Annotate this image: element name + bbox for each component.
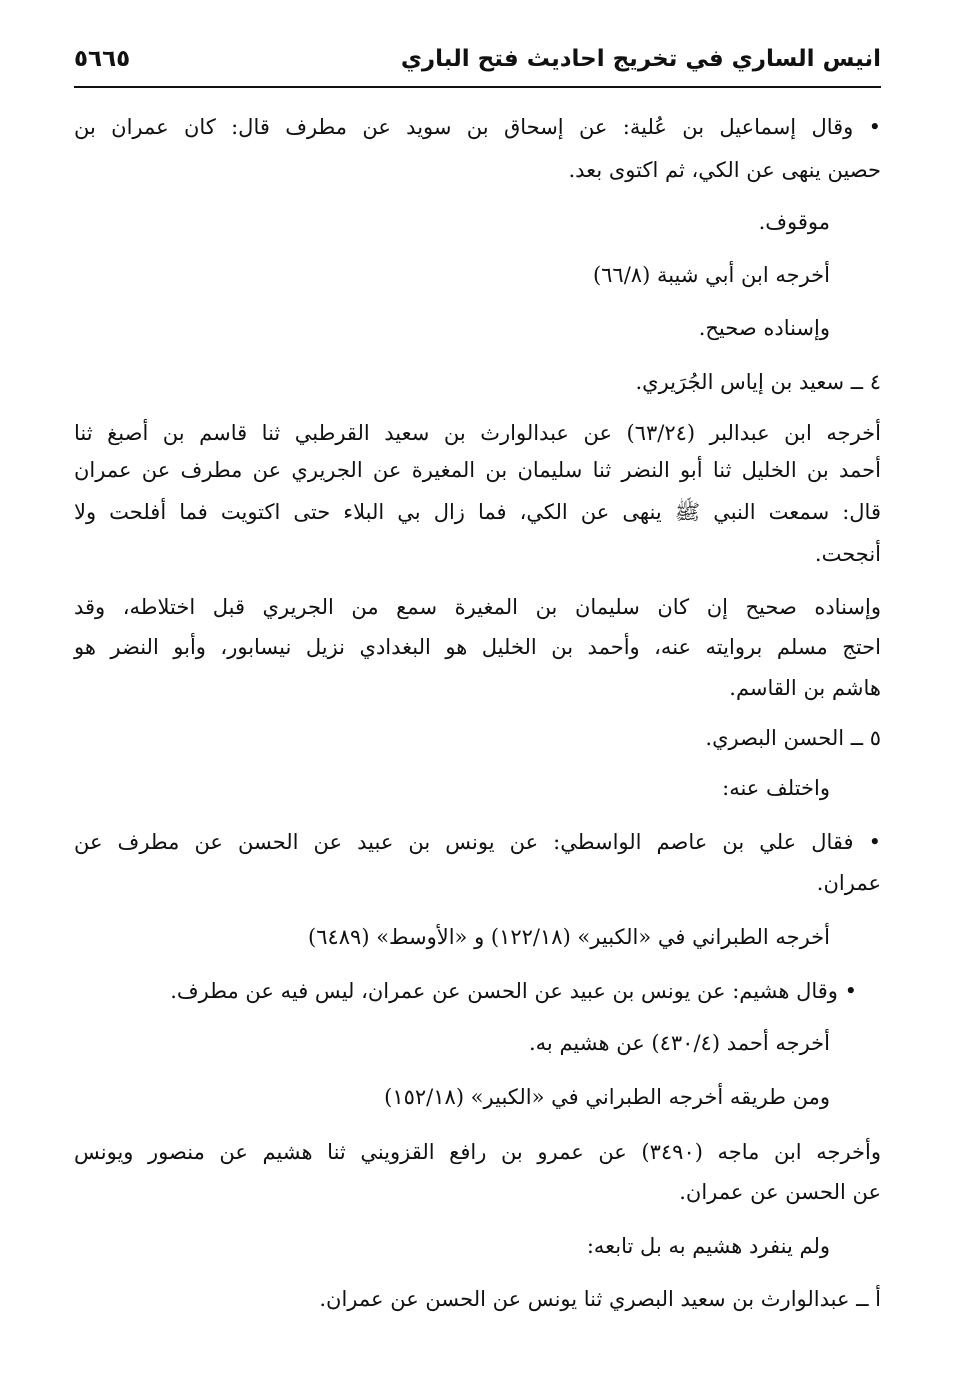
text-line: أحمد بن الخليل ثنا أبو النضر ثنا سليمان بن المغيرة عن الجريري عن مطرف عن عمران (74, 458, 881, 482)
text-line: وإسناده صحيح إن كان سليمان بن المغيرة سمع من الجريري قبل اختلاطه، وقد (74, 595, 881, 619)
text-line: وإسناده صحيح. (698, 316, 830, 340)
book-title: انيس الساري في تخريج احاديث فتح الباري (400, 46, 881, 72)
text-line: احتج مسلم بروايته عنه، وأحمد بن الخليل هو البغدادي نزيل نيسابور، وأبو النضر هو (74, 635, 881, 659)
text-line: واختلف عنه: (722, 776, 830, 800)
text-line: • فقال علي بن عاصم الواسطي: عن يونس بن عبيد عن الحسن عن مطرف عن (74, 830, 881, 854)
list-item: أ ــ عبدالوارث بن سعيد البصري ثنا يونس عن الحسن عن عمران. (319, 1287, 881, 1311)
text-line: قال: سمعت النبي ﷺ ينهى عن الكي، فما زال بي البلاء حتى اكتويت فما أفلحت ولا (74, 500, 881, 524)
running-head (74, 40, 881, 88)
text-line: أنجحت. (814, 542, 881, 566)
text-line: عمران. (816, 871, 881, 895)
section-heading: ٤ ــ سعيد بن إياس الجُرَيري. (635, 370, 881, 394)
text-line: • وقال هشيم: عن يونس بن عبيد عن الحسن عن عمران، ليس فيه عن مطرف. (170, 979, 857, 1003)
text-line: أخرجه ابن أبي شيبة (٦٦/٨) (592, 263, 830, 287)
text-line: ولم ينفرد هشيم به بل تابعه: (586, 1234, 830, 1258)
text-line: عن الحسن عن عمران. (679, 1180, 881, 1204)
page-number: ٥٦٦٥ (74, 46, 131, 72)
text-line: موقوف. (758, 210, 830, 234)
text-line: • وقال إسماعيل بن عُلية: عن إسحاق بن سويد عن مطرف قال: كان عمران بن (74, 115, 881, 139)
text-line: هاشم بن القاسم. (729, 676, 881, 700)
text-line: أخرجه ابن عبدالبر (٦٣/٢٤) عن عبدالوارث بن سعيد القرطبي ثنا قاسم بن أصبغ ثنا (74, 421, 881, 445)
text-line: ومن طريقه أخرجه الطبراني في «الكبير» (١٥٢/١٨) (384, 1085, 830, 1109)
text-line: أخرجه أحمد (٤٣٠/٤) عن هشيم به. (528, 1031, 830, 1055)
text-line: وأخرجه ابن ماجه (٣٤٩٠) عن عمرو بن رافع القزويني ثنا هشيم عن منصور ويونس (74, 1140, 881, 1164)
text-line: أخرجه الطبراني في «الكبير» (١٢٢/١٨) و «الأوسط» (٦٤٨٩) (308, 925, 830, 949)
section-heading: ٥ ــ الحسن البصري. (705, 726, 881, 750)
text-line: حصين ينهى عن الكي، ثم اكتوى بعد. (568, 158, 881, 182)
